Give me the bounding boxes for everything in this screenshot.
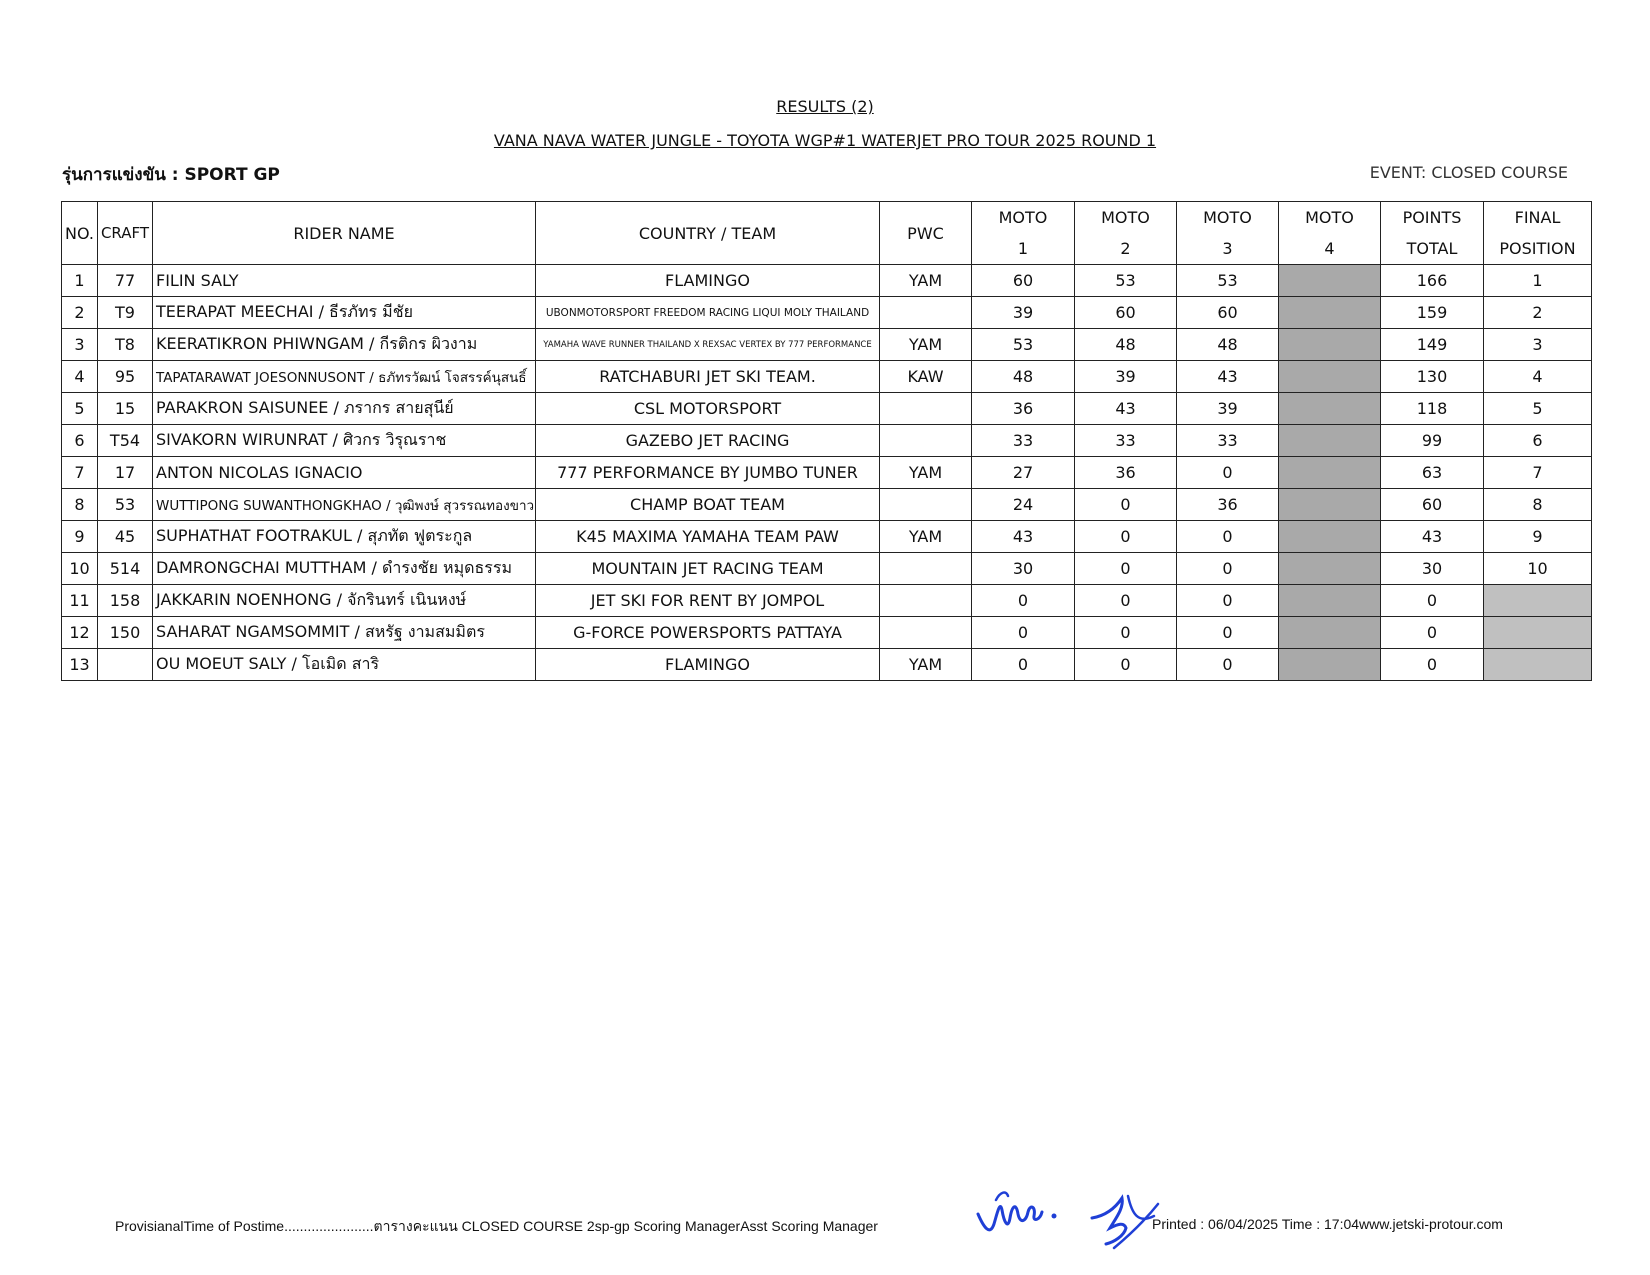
table-row xyxy=(62,489,1592,521)
cell-final-position: 2 xyxy=(1484,297,1592,329)
cell-moto-2: 33 xyxy=(1075,425,1177,457)
cell-country-team: CSL MOTORSPORT xyxy=(536,393,880,425)
col-moto-4-line2: 4 xyxy=(1324,239,1335,258)
cell-craft: 15 xyxy=(98,393,153,425)
cell-final-position: 5 xyxy=(1484,393,1592,425)
cell-final-position: 8 xyxy=(1484,489,1592,521)
col-no: NO. xyxy=(62,202,98,265)
cell-final-position: 3 xyxy=(1484,329,1592,361)
cell-country-team: G-FORCE POWERSPORTS PATTAYA xyxy=(536,617,880,649)
footer-printed-text: Printed : 06/04/2025 Time : 17:04www.jetski-protour.com xyxy=(1152,1216,1503,1232)
col-craft: CRAFT xyxy=(98,202,153,265)
cell-final-position: 7 xyxy=(1484,457,1592,489)
cell-country-team: CHAMP BOAT TEAM xyxy=(536,489,880,521)
cell-moto-2: 60 xyxy=(1075,297,1177,329)
cell-country-team: JET SKI FOR RENT BY JOMPOL xyxy=(536,585,880,617)
cell-rider-name: WUTTIPONG SUWANTHONGKHAO / วุฒิพงษ์ สุวรรณทองขาว xyxy=(153,489,536,521)
cell-rider-name: JAKKARIN NOENHONG / จักรินทร์ เนินหงษ์ xyxy=(153,585,536,617)
col-moto-2-line2: 2 xyxy=(1120,239,1131,258)
cell-pwc xyxy=(880,393,972,425)
table-row xyxy=(62,361,1592,393)
cell-points-total: 99 xyxy=(1381,425,1484,457)
table-body xyxy=(62,265,1592,681)
col-final-position xyxy=(1484,202,1592,265)
col-pwc: PWC xyxy=(880,202,972,265)
cell-rider-name: DAMRONGCHAI MUTTHAM / ดำรงชัย หมุดธรรม xyxy=(153,553,536,585)
cell-moto-4 xyxy=(1279,521,1381,553)
cell-no: 8 xyxy=(62,489,98,521)
cell-pwc: YAM xyxy=(880,649,972,681)
cell-craft: 45 xyxy=(98,521,153,553)
cell-points-total: 118 xyxy=(1381,393,1484,425)
cell-moto-1: 39 xyxy=(972,297,1075,329)
cell-moto-2: 0 xyxy=(1075,585,1177,617)
cell-pwc xyxy=(880,617,972,649)
cell-moto-3: 0 xyxy=(1177,585,1279,617)
event-label: EVENT: CLOSED COURSE xyxy=(1369,163,1568,182)
cell-country-team: K45 MAXIMA YAMAHA TEAM PAW xyxy=(536,521,880,553)
cell-final-position xyxy=(1484,585,1592,617)
cell-moto-3: 36 xyxy=(1177,489,1279,521)
cell-points-total: 60 xyxy=(1381,489,1484,521)
cell-points-total: 0 xyxy=(1381,649,1484,681)
table-row xyxy=(62,585,1592,617)
cell-country-team: FLAMINGO xyxy=(536,265,880,297)
table-row xyxy=(62,649,1592,681)
cell-moto-1: 27 xyxy=(972,457,1075,489)
cell-moto-2: 36 xyxy=(1075,457,1177,489)
cell-points-total: 149 xyxy=(1381,329,1484,361)
col-points-total xyxy=(1381,202,1484,265)
cell-country-team: 777 PERFORMANCE BY JUMBO TUNER xyxy=(536,457,880,489)
cell-moto-1: 33 xyxy=(972,425,1075,457)
col-moto-4 xyxy=(1279,202,1381,265)
cell-moto-4 xyxy=(1279,297,1381,329)
cell-moto-2: 0 xyxy=(1075,649,1177,681)
cell-moto-4 xyxy=(1279,361,1381,393)
col-moto-2 xyxy=(1075,202,1177,265)
cell-rider-name: SUPHATHAT FOOTRAKUL / สุภทัต ฟูตระกูล xyxy=(153,521,536,553)
cell-country-team: FLAMINGO xyxy=(536,649,880,681)
cell-rider-name: TAPATARAWAT JOESONNUSONT / ธภัทรวัฒน์ โจสรรค์นุสนธิ์ xyxy=(153,361,536,393)
cell-moto-3: 39 xyxy=(1177,393,1279,425)
cell-rider-name: PARAKRON SAISUNEE / ภรากร สายสุนีย์ xyxy=(153,393,536,425)
cell-no: 3 xyxy=(62,329,98,361)
signature-scoring-manager xyxy=(970,1170,1070,1242)
cell-points-total: 159 xyxy=(1381,297,1484,329)
cell-no: 11 xyxy=(62,585,98,617)
table-row xyxy=(62,297,1592,329)
table-row xyxy=(62,553,1592,585)
cell-rider-name: SAHARAT NGAMSOMMIT / สหรัฐ งามสมมิตร xyxy=(153,617,536,649)
cell-rider-name: OU MOEUT SALY / โอเมิด สาริ xyxy=(153,649,536,681)
cell-moto-2: 39 xyxy=(1075,361,1177,393)
cell-final-position xyxy=(1484,649,1592,681)
cell-moto-4 xyxy=(1279,457,1381,489)
cell-moto-4 xyxy=(1279,617,1381,649)
cell-no: 13 xyxy=(62,649,98,681)
cell-no: 2 xyxy=(62,297,98,329)
cell-moto-1: 48 xyxy=(972,361,1075,393)
col-final-position-line2: POSITION xyxy=(1499,239,1576,258)
col-moto-4-line1: MOTO xyxy=(1305,208,1354,227)
cell-points-total: 30 xyxy=(1381,553,1484,585)
table-row xyxy=(62,521,1592,553)
cell-craft: 17 xyxy=(98,457,153,489)
event-subtitle: VANA NAVA WATER JUNGLE - TOYOTA WGP#1 WATERJET PRO TOUR 2025 ROUND 1 xyxy=(493,131,1157,150)
class-label: รุ่นการแข่งขัน : SPORT GP xyxy=(62,165,280,185)
col-moto-1-line1: MOTO xyxy=(998,208,1048,227)
cell-rider-name: SIVAKORN WIRUNRAT / ศิวกร วิรุณราช xyxy=(153,425,536,457)
results-table xyxy=(61,201,1592,681)
cell-moto-4 xyxy=(1279,329,1381,361)
cell-points-total: 130 xyxy=(1381,361,1484,393)
cell-country-team: GAZEBO JET RACING xyxy=(536,425,880,457)
cell-moto-2: 0 xyxy=(1075,521,1177,553)
cell-pwc xyxy=(880,297,972,329)
cell-points-total: 43 xyxy=(1381,521,1484,553)
cell-points-total: 63 xyxy=(1381,457,1484,489)
cell-points-total: 0 xyxy=(1381,585,1484,617)
cell-craft: 95 xyxy=(98,361,153,393)
cell-craft: T9 xyxy=(98,297,153,329)
cell-moto-3: 43 xyxy=(1177,361,1279,393)
col-moto-3-line1: MOTO xyxy=(1203,208,1252,227)
cell-moto-1: 53 xyxy=(972,329,1075,361)
col-country-team: COUNTRY / TEAM xyxy=(536,202,880,265)
cell-craft: 77 xyxy=(98,265,153,297)
cell-points-total: 166 xyxy=(1381,265,1484,297)
cell-moto-3: 33 xyxy=(1177,425,1279,457)
cell-final-position xyxy=(1484,617,1592,649)
cell-moto-1: 0 xyxy=(972,649,1075,681)
table-row xyxy=(62,425,1592,457)
footer-left-text: ProvisianalTime of Postime.......................ตารางคะแนน CLOSED COURSE 2sp-gp Scoring ManagerAsst Scoring Manager xyxy=(115,1218,878,1234)
cell-pwc: YAM xyxy=(880,521,972,553)
cell-final-position: 1 xyxy=(1484,265,1592,297)
cell-pwc: YAM xyxy=(880,265,972,297)
col-final-position-line1: FINAL xyxy=(1514,208,1561,227)
cell-moto-4 xyxy=(1279,425,1381,457)
cell-final-position: 4 xyxy=(1484,361,1592,393)
cell-moto-2: 0 xyxy=(1075,617,1177,649)
cell-points-total: 0 xyxy=(1381,617,1484,649)
table-row xyxy=(62,617,1592,649)
cell-no: 9 xyxy=(62,521,98,553)
cell-pwc xyxy=(880,425,972,457)
cell-craft: T8 xyxy=(98,329,153,361)
col-moto-3 xyxy=(1177,202,1279,265)
cell-craft: T54 xyxy=(98,425,153,457)
cell-moto-1: 0 xyxy=(972,617,1075,649)
cell-craft: 150 xyxy=(98,617,153,649)
cell-moto-3: 0 xyxy=(1177,649,1279,681)
col-moto-1 xyxy=(972,202,1075,265)
cell-moto-4 xyxy=(1279,489,1381,521)
cell-moto-3: 0 xyxy=(1177,521,1279,553)
cell-moto-1: 43 xyxy=(972,521,1075,553)
cell-moto-3: 48 xyxy=(1177,329,1279,361)
cell-moto-2: 53 xyxy=(1075,265,1177,297)
cell-country-team: MOUNTAIN JET RACING TEAM xyxy=(536,553,880,585)
table-row xyxy=(62,265,1592,297)
table-header xyxy=(62,202,1592,265)
cell-final-position: 6 xyxy=(1484,425,1592,457)
cell-no: 7 xyxy=(62,457,98,489)
cell-moto-1: 24 xyxy=(972,489,1075,521)
cell-moto-1: 36 xyxy=(972,393,1075,425)
cell-no: 6 xyxy=(62,425,98,457)
cell-final-position: 9 xyxy=(1484,521,1592,553)
cell-no: 4 xyxy=(62,361,98,393)
cell-rider-name: TEERAPAT MEECHAI / ธีรภัทร มีชัย xyxy=(153,297,536,329)
table-row xyxy=(62,393,1592,425)
cell-rider-name: ANTON NICOLAS IGNACIO xyxy=(153,457,536,489)
cell-moto-4 xyxy=(1279,585,1381,617)
cell-pwc: YAM xyxy=(880,457,972,489)
cell-country-team: YAMAHA WAVE RUNNER THAILAND X REXSAC VERTEX BY 777 PERFORMANCE xyxy=(536,329,880,361)
cell-pwc: KAW xyxy=(880,361,972,393)
cell-moto-2: 43 xyxy=(1075,393,1177,425)
col-moto-3-line2: 3 xyxy=(1222,239,1233,258)
cell-no: 5 xyxy=(62,393,98,425)
col-rider-name: RIDER NAME xyxy=(153,202,536,265)
cell-craft: 158 xyxy=(98,585,153,617)
cell-craft xyxy=(98,649,153,681)
cell-moto-3: 0 xyxy=(1177,553,1279,585)
cell-pwc xyxy=(880,553,972,585)
cell-country-team: UBONMOTORSPORT FREEDOM RACING LIQUI MOLY THAILAND xyxy=(536,297,880,329)
cell-no: 1 xyxy=(62,265,98,297)
col-points-total-line1: POINTS xyxy=(1402,208,1462,227)
cell-craft: 514 xyxy=(98,553,153,585)
col-moto-1-line2: 1 xyxy=(1017,239,1029,258)
cell-moto-4 xyxy=(1279,393,1381,425)
results-title: RESULTS (2) xyxy=(776,97,874,116)
cell-final-position: 10 xyxy=(1484,553,1592,585)
cell-moto-4 xyxy=(1279,649,1381,681)
cell-moto-4 xyxy=(1279,553,1381,585)
table-row xyxy=(62,457,1592,489)
cell-rider-name: FILIN SALY xyxy=(153,265,536,297)
cell-moto-4 xyxy=(1279,265,1381,297)
cell-moto-3: 0 xyxy=(1177,457,1279,489)
cell-moto-2: 48 xyxy=(1075,329,1177,361)
cell-moto-1: 0 xyxy=(972,585,1075,617)
col-points-total-line2: TOTAL xyxy=(1406,239,1458,258)
cell-moto-3: 53 xyxy=(1177,265,1279,297)
cell-no: 10 xyxy=(62,553,98,585)
table-row xyxy=(62,329,1592,361)
cell-moto-2: 0 xyxy=(1075,489,1177,521)
cell-moto-1: 30 xyxy=(972,553,1075,585)
cell-moto-1: 60 xyxy=(972,265,1075,297)
cell-moto-3: 60 xyxy=(1177,297,1279,329)
cell-country-team: RATCHABURI JET SKI TEAM. xyxy=(536,361,880,393)
cell-no: 12 xyxy=(62,617,98,649)
cell-pwc: YAM xyxy=(880,329,972,361)
cell-moto-2: 0 xyxy=(1075,553,1177,585)
cell-pwc xyxy=(880,585,972,617)
cell-craft: 53 xyxy=(98,489,153,521)
col-moto-2-line1: MOTO xyxy=(1101,208,1150,227)
cell-moto-3: 0 xyxy=(1177,617,1279,649)
cell-rider-name: KEERATIKRON PHIWNGAM / กีรติกร ผิวงาม xyxy=(153,329,536,361)
cell-pwc xyxy=(880,489,972,521)
